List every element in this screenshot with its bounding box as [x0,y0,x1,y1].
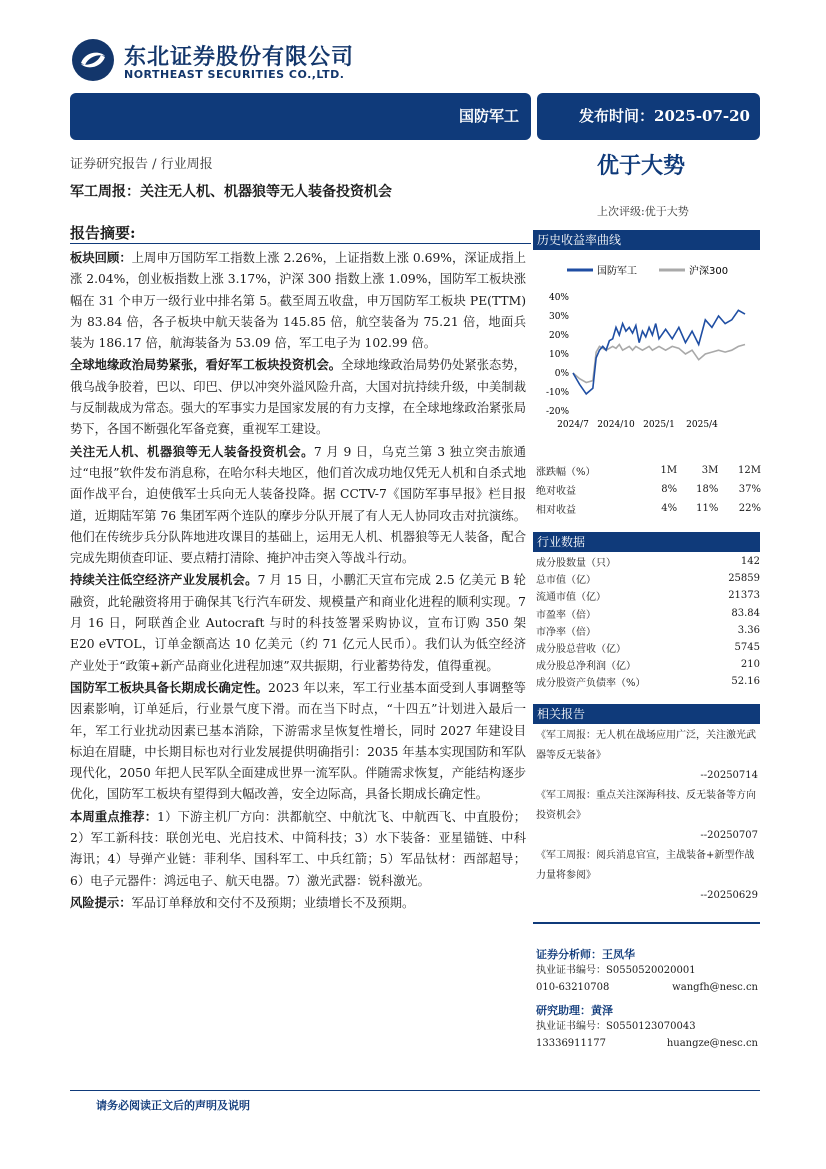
footer-disclaimer: 请务必阅读正文后的声明及说明 [96,1099,250,1112]
table-cell: 142 [740,556,760,568]
related-report-date: --20250714 [700,770,758,781]
legend-label-defense: 国防军工 [597,266,637,277]
y-tick-label: -20% [545,407,569,417]
table-cell: 22% [738,503,761,514]
table-cell: 52.16 [731,676,760,688]
table-cell: 市盈率（倍） [536,609,596,621]
analyst-email-link[interactable]: huangze@nesc.cn [666,1038,758,1049]
x-tick-label: 2025/1 [643,420,675,430]
company-name-cn: 东北证券股份有限公司 [124,45,355,70]
table-cell: 成分股总净利润（亿） [536,661,636,673]
summary-paragraph [70,892,526,914]
analyst-phone: 010-63210708 [536,982,610,993]
x-tick-label: 2025/4 [686,420,718,430]
table-row [536,553,760,570]
analyst-block [536,1002,758,1052]
y-tick-label: 20% [548,331,569,341]
paragraph-text: 2023 年以来，军工行业基本面受到人事调整等因素影响，订单延后，行业景气度下滑。而在当下时点，“十四五”计划进入最后一年，军工行业扰动因素已基本消除，下游需求呈恢复性增长，同时 2027 年建设目标迫在眉睫，中长期目标也对行业发展提供明确指引：2035 年基本实现国防和军队现代化，2050 年把人民军队全面建成世界一流军队。伴随需求恢复，产能结构逐步优化，国防军工板块有望得到大幅改善，安全边际高，具备长期成长确定性。 [70,680,526,802]
chart-section-title: 历史收益率曲线 [533,230,760,250]
paragraph-lead: 关注无人机、机器狼等无人装备投资机会。 [70,443,314,459]
paragraph-lead: 全球地缘政治局势紧张，看好军工板块投资机会。 [70,357,342,373]
table-cell: 流通市值（亿） [536,592,606,604]
analyst-name-value: 黄泽 [591,1004,613,1017]
paragraph-text: 7 月 15 日，小鹏汇天宣布完成 2.5 亿美元 B 轮融资，此轮融资将用于确保其飞行汽车研发、规模量产和商业化进程的顺利实现。7 月 16 日，阿联酋企业 Autocraft 与时的科技签署采购协议，宣布订购 350 架 E20 eVTOL，订单金额高达 10 亿美元（约 71 亿元人民币）。我们认为低空经济产业处于“政策+新产品商业化进程加速”双共振期，行业蓄势待发，值得重视。 [70,573,526,673]
analyst-name [536,946,758,962]
divider [70,243,531,244]
performance-table [536,461,761,518]
summary-heading: 报告摘要: [70,224,136,242]
table-row [536,587,760,604]
related-report-item[interactable] [536,726,758,786]
table-cell: 11% [696,503,719,514]
table-header-cell: 1M [660,465,678,476]
analyst-cert-value: 执业证书编号：S0550123070043 [536,1021,696,1032]
related-report-link[interactable]: 《军工周报：重点关注深海科技、反无装备等方向投资机会》 [536,790,756,821]
table-row [536,656,760,673]
table-row [536,480,761,499]
report-title: 军工周报：关注无人机、机器狼等无人装备投资机会 [70,184,392,200]
paragraph-text: 上周申万国防军工指数上涨 2.26%，上证指数上涨 0.69%，深证成指上涨 2.04%，创业板指数上涨 3.17%，沪深 300 指数上涨 1.09%，国防军工板块涨幅在 31 个申万一级行业中排名第 5。截至周五收盘，申万国防军工板块 PE(TTM)为 83.84 倍，各子板块中航天装备为 145.85 倍，航空装备为 75.21 倍，地面兵装为 186.17 倍，航海装备为 53.09 倍，军工电子为 102.99 倍。 [70,251,526,351]
table-cell: 成分股数量（只） [536,558,616,570]
analyst-cert [536,962,758,979]
table-row [536,622,760,639]
table-row [536,605,760,622]
breadcrumb: 证券研究报告 / 行业周报 [70,157,213,172]
analyst-contact [536,1035,758,1052]
y-tick-label: 0% [554,369,569,379]
previous-rating: 上次评级:优于大势 [597,205,689,218]
analyst-name [536,1002,758,1018]
paragraph-lead: 国防军工板块具备长期成长确定性。 [70,679,269,695]
analyst-role: 研究助理： [536,1004,591,1017]
rating: 优于大势 [597,153,686,179]
related-reports-list [536,726,758,906]
table-row [536,499,761,518]
table-header-cell: 涨跌幅（%） [536,467,596,478]
related-reports-title: 相关报告 [533,704,760,724]
related-report-link[interactable]: 《军工周报：阅兵消息官宣，主战装备+新型作战力量将参阅》 [536,850,755,881]
table-header-cell: 3M [701,465,719,476]
industry-data-title: 行业数据 [533,532,760,552]
x-tick-label: 2024/10 [597,420,635,430]
related-report-item[interactable] [536,786,758,846]
category-band [70,93,531,140]
paragraph-lead: 本周重点推荐： [70,808,158,824]
related-report-date: --20250629 [700,890,758,901]
y-tick-label: 10% [548,350,569,360]
table-row [536,673,760,690]
date-band [537,93,760,140]
analyst-cert-value: 执业证书编号：S0550520020001 [536,965,696,976]
table-cell: 21373 [728,590,760,602]
table-cell: 18% [696,484,719,495]
related-report-date: --20250707 [700,830,758,841]
series-line-defense [573,310,745,394]
category-label: 国防军工 [458,107,519,125]
x-tick-label: 2024/7 [557,420,589,430]
table-cell: 83.84 [731,607,760,619]
summary-paragraph [70,354,526,440]
return-chart [533,252,761,444]
table-cell: 4% [661,503,678,514]
divider [533,922,760,924]
analyst-block [536,946,758,996]
analyst-role: 证券分析师： [536,948,602,961]
table-cell: 8% [661,484,678,495]
related-report-link[interactable]: 《军工周报：无人机在战场应用广泛，关注激光武器等反无装备》 [536,730,756,761]
y-tick-label: 30% [548,312,569,322]
company-logo-icon [71,38,115,82]
table-cell: 相对收益 [536,505,576,516]
summary-paragraph [70,441,526,570]
y-tick-label: -10% [545,388,569,398]
table-header-cell: 12M [738,465,761,476]
related-report-item[interactable] [536,846,758,906]
table-cell: 成分股资产负债率（%） [536,678,646,690]
industry-data-table [536,553,760,691]
y-tick-label: 40% [548,293,569,303]
table-header-row [536,461,761,480]
publish-date: 发布时间：2025-07-20 [579,107,750,125]
table-row [536,639,760,656]
summary-paragraph [70,677,526,806]
analyst-phone: 13336911177 [536,1038,606,1049]
legend-label-hs300: 沪深300 [689,266,729,277]
paragraph-lead: 持续关注低空经济产业发展机会。 [70,572,258,588]
table-row [536,570,760,587]
paragraph-text: 军品订单释放和交付不及预期；业绩增长不及预期。 [131,895,415,910]
table-cell: 3.36 [737,624,760,636]
analyst-email-link[interactable]: wangfh@nesc.cn [672,982,758,993]
table-cell: 市净率（倍） [536,626,596,638]
table-cell: 总市值（亿） [536,575,596,587]
paragraph-lead: 板块回顾： [70,250,132,265]
table-cell: 5745 [734,642,760,654]
footer-divider [70,1090,760,1091]
paragraph-text: 1）下游主机厂方向：洪都航空、中航沈飞、中航西飞、中直股份；2）军工新科技：联创光电、光启技术、中简科技；3）水下装备：亚星锚链、中科海讯；4）导弹产业链：菲利华、国科军工、中兵红箭；5）军品钛材：西部超导；6）电子元器件：鸿远电子、航天电器。7）激光武器：锐科激光。 [70,809,526,888]
company-name-en: NORTHEAST SECURITIES CO.,LTD. [124,68,345,81]
summary-paragraph [70,806,526,892]
paragraph-text: 全球地缘政治局势仍处紧张态势，俄乌战争胶着，巴以、印巴、伊以冲突外溢风险升高，大国对抗持续升级，中美制裁与反制裁成为常态。强大的军事实力是国家发展的有力支撑，在全球地缘政治紧张局势下，各国不断强化军备竞赛，重视军工建设。 [70,358,526,437]
table-cell: 210 [740,659,760,671]
summary-paragraph [70,569,526,676]
table-cell: 绝对收益 [536,486,576,497]
summary-body [70,247,526,914]
analyst-cert [536,1018,758,1035]
analyst-contact [536,979,758,996]
table-cell: 成分股总营收（亿） [536,644,626,656]
paragraph-text: 7 月 9 日，乌克兰第 3 独立突击旅通过“电报”软件发布消息称，在哈尔科夫地区，他们首次成功地仅凭无人机和自杀式地面作战平台，迫使俄军士兵向无人装备投降。据 CCTV-7《国防军事早报》栏目报道，近期陆军第 76 集团军两个连队的摩步分队开展了有人无人协同攻击对抗演练。他们在传统步兵分队阵地进攻课目的基础上，运用无人机、机器狼等无人装备，配合完成先期侦查印证、要点精打清除、掩护冲击突入等战斗行动。 [70,444,526,566]
summary-paragraph [70,247,526,354]
paragraph-lead: 风险提示： [70,894,132,910]
table-cell: 25859 [728,573,760,585]
analyst-name-value: 王凤华 [602,948,635,961]
table-cell: 37% [738,484,761,495]
